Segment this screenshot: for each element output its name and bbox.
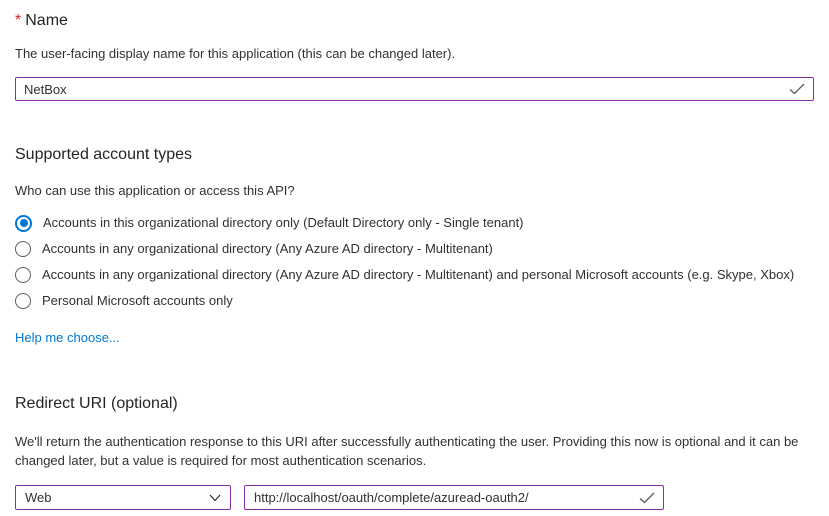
account-types-section: [15, 144, 814, 346]
radio-button-icon[interactable]: [15, 215, 32, 232]
redirect-uri-title: Redirect URI (optional): [15, 395, 178, 412]
name-section-title: [15, 10, 814, 32]
redirect-uri-description: We'll return the authentication response to this URI after successfully authenticating the user. Providing this now is optional and it can be changed later, but a value is required for most authentication scenarios.: [15, 434, 799, 468]
radio-option-personal-only[interactable]: [15, 288, 814, 314]
redirect-uri-input[interactable]: [244, 485, 664, 510]
platform-select[interactable]: [15, 485, 231, 510]
radio-option-multitenant-personal[interactable]: [15, 262, 814, 288]
name-description: The user-facing display name for this application (this can be changed later).: [15, 46, 456, 61]
radio-option-multitenant[interactable]: [15, 236, 814, 262]
radio-option-label[interactable]: Personal Microsoft accounts only: [42, 293, 233, 308]
radio-button-icon[interactable]: [15, 241, 31, 257]
uri-input-wrap: [244, 485, 664, 510]
account-types-question: Who can use this application or access this API?: [15, 183, 295, 198]
name-input[interactable]: [15, 77, 814, 101]
name-title-text: Name: [25, 12, 68, 29]
radio-button-icon[interactable]: [15, 267, 31, 283]
radio-option-single-tenant[interactable]: [15, 210, 814, 236]
redirect-uri-section: [15, 393, 814, 510]
radio-option-label[interactable]: Accounts in this organizational directory only (Default Directory only - Single tenant): [43, 215, 524, 230]
help-me-choose-link[interactable]: Help me choose...: [15, 330, 120, 345]
required-asterisk: *: [15, 12, 22, 29]
name-input-wrap: [15, 77, 814, 101]
account-types-title: Supported account types: [15, 146, 193, 163]
radio-option-label[interactable]: Accounts in any organizational directory (Any Azure AD directory - Multitenant) and personal Microsoft accounts (e.g. Skype, Xbox): [42, 267, 795, 282]
platform-select-value: Web: [25, 490, 52, 505]
chevron-down-icon: [209, 494, 221, 502]
radio-option-label[interactable]: Accounts in any organizational directory (Any Azure AD directory - Multitenant): [42, 241, 493, 256]
account-types-radio-group: [15, 210, 814, 314]
radio-button-icon[interactable]: [15, 293, 31, 309]
redirect-uri-row: [15, 485, 814, 510]
